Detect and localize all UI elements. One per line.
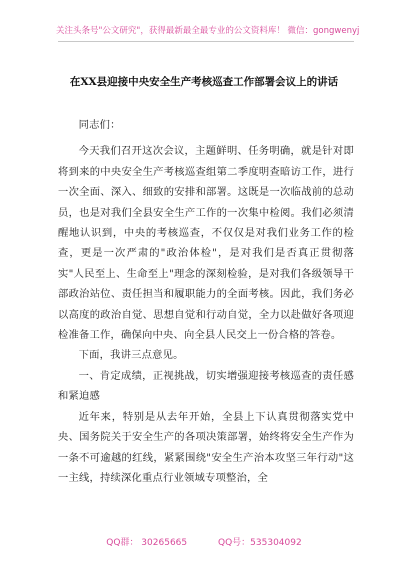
header-divider <box>58 41 354 42</box>
greeting: 同志们： <box>78 119 121 131</box>
footer-qq-number: QQ号：535304092 <box>218 538 302 548</box>
paragraph-section-one: 近年来，特别是从去年开始，全县上下认真贯彻落实党中央、国务院关于安全生产的各项决策部署，始终将安全生产作为一条不可逾越的红线，紧紧围绕"安全生产治本攻坚三年行动"这一主线，持续深化重点行业领域专项整治，全 <box>58 410 354 484</box>
paragraph-intro: 今天我们召开这次会议，主题鲜明、任务明确，就是针对即将到来的中央安全生产考核巡查组第二季度明查暗访工作，进行一次全面、深入、细致的安排和部署。这既是一次临战前的总动员，也是对我们全县安全生产工作的一次集中检阅。我们必须清醒地认识到，中央的考核巡查，不仅仅是对我们业务工作的检查，更是一次严肃的"政治体检"，是对我们是否真正贯彻落实"人民至上、生命至上"理念的深刻检验，是对我们各级领导干部政治站位、责任担当和履职能力的全面考核。因此，我们务必以高度的政治自觉、思想自觉和行动自觉，全力以赴做好各项迎检准备工作，确保向中央、向全县人民交上一份合格的答卷。 <box>58 145 354 342</box>
footer-contact <box>0 535 408 548</box>
header-banner: 关注头条号"公文研究"，获得最新最全最专业的公文资料库！ 微信：gongwenyj <box>56 26 360 36</box>
document-body <box>58 115 354 488</box>
section-heading-one: 一、肯定成绩，正视挑战，切实增强迎接考核巡查的责任感和紧迫感 <box>58 369 354 403</box>
paragraph-outline: 下面，我讲三点意见。 <box>78 349 184 362</box>
footer-qq-group: QQ群： 30265665 <box>106 538 188 548</box>
document-title: 在XX县迎接中央安全生产考核巡查工作部署会议上的讲话 <box>69 76 339 88</box>
